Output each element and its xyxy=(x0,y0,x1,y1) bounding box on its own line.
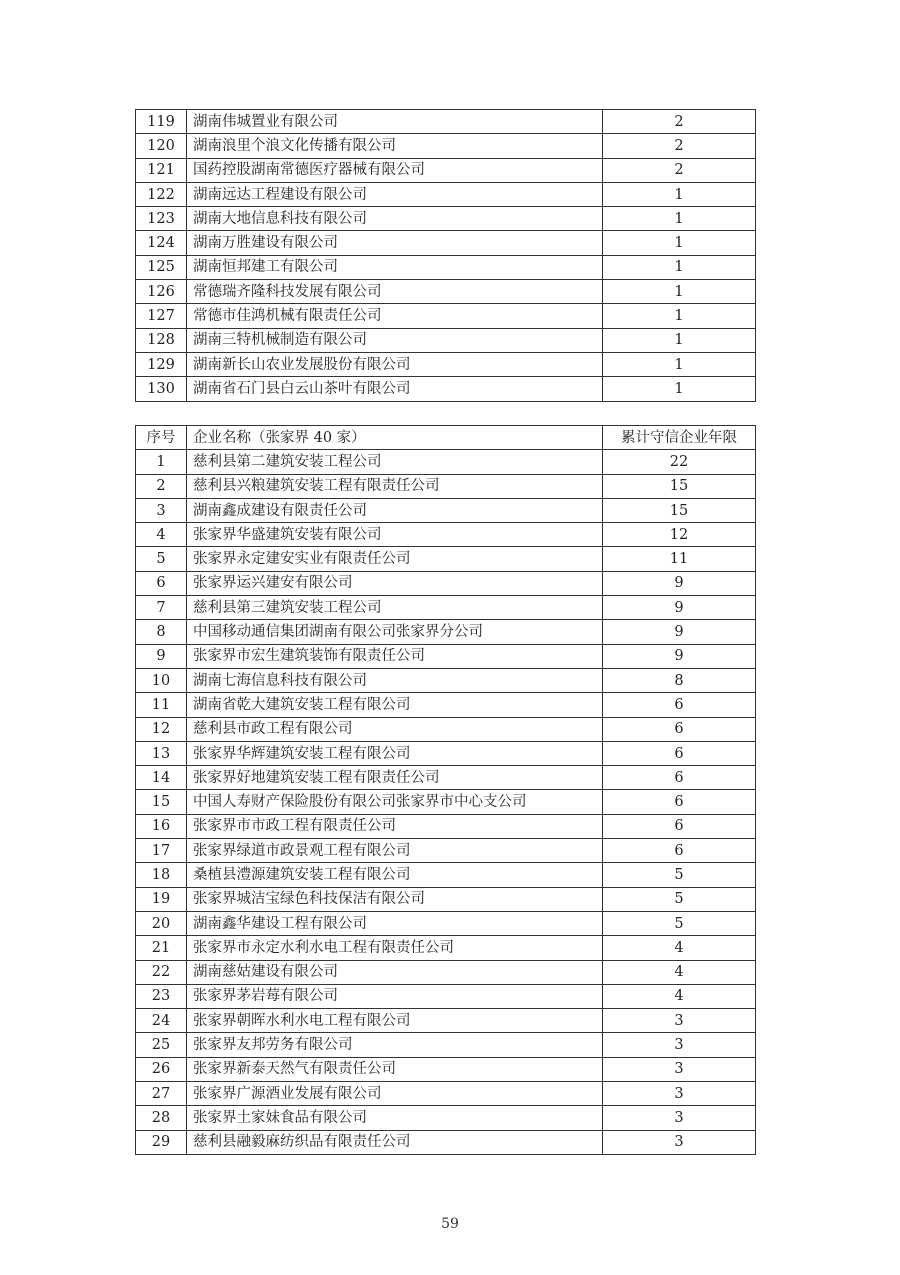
row-index: 4 xyxy=(136,523,187,547)
table-row xyxy=(136,547,756,571)
company-name: 张家界市永定水利水电工程有限责任公司 xyxy=(187,936,603,960)
credit-years: 1 xyxy=(603,182,756,206)
credit-years: 9 xyxy=(603,596,756,620)
credit-table-continued-body xyxy=(136,110,756,402)
table-row xyxy=(136,280,756,304)
credit-table-zhangjiajie-body xyxy=(136,450,756,1155)
company-name: 中国人寿财产保险股份有限公司张家界市中心支公司 xyxy=(187,790,603,814)
table-row xyxy=(136,960,756,984)
credit-years: 9 xyxy=(603,620,756,644)
table-row xyxy=(136,644,756,668)
row-index: 126 xyxy=(136,280,187,304)
company-name: 张家界广源酒业发展有限公司 xyxy=(187,1082,603,1106)
company-name: 湖南鑫成建设有限责任公司 xyxy=(187,498,603,522)
credit-years: 5 xyxy=(603,911,756,935)
credit-years: 3 xyxy=(603,1009,756,1033)
table-row xyxy=(136,1057,756,1081)
credit-years: 6 xyxy=(603,814,756,838)
company-name: 中国移动通信集团湖南有限公司张家界分公司 xyxy=(187,620,603,644)
row-index: 9 xyxy=(136,644,187,668)
header-index: 序号 xyxy=(136,426,187,450)
table-row xyxy=(136,668,756,692)
table-row xyxy=(136,571,756,595)
table-row xyxy=(136,984,756,1008)
company-name: 张家界友邦劳务有限公司 xyxy=(187,1033,603,1057)
company-name: 湖南万胜建设有限公司 xyxy=(187,231,603,255)
company-name: 张家界市宏生建筑装饰有限责任公司 xyxy=(187,644,603,668)
company-name: 张家界运兴建安有限公司 xyxy=(187,571,603,595)
row-index: 18 xyxy=(136,863,187,887)
credit-years: 1 xyxy=(603,207,756,231)
row-index: 125 xyxy=(136,255,187,279)
table-row xyxy=(136,304,756,328)
credit-years: 9 xyxy=(603,644,756,668)
row-index: 22 xyxy=(136,960,187,984)
row-index: 26 xyxy=(136,1057,187,1081)
company-name: 湖南浪里个浪文化传播有限公司 xyxy=(187,134,603,158)
credit-years: 3 xyxy=(603,1057,756,1081)
company-name: 张家界永定建安实业有限责任公司 xyxy=(187,547,603,571)
credit-years: 1 xyxy=(603,255,756,279)
company-name: 张家界茅岩莓有限公司 xyxy=(187,984,603,1008)
header-company-name: 企业名称（张家界 40 家） xyxy=(187,426,603,450)
table-row xyxy=(136,377,756,401)
credit-years: 4 xyxy=(603,936,756,960)
company-name: 湖南省乾大建筑安装工程有限公司 xyxy=(187,693,603,717)
company-name: 湖南大地信息科技有限公司 xyxy=(187,207,603,231)
row-index: 12 xyxy=(136,717,187,741)
row-index: 8 xyxy=(136,620,187,644)
company-name: 慈利县融毅麻纺织品有限责任公司 xyxy=(187,1130,603,1154)
row-index: 27 xyxy=(136,1082,187,1106)
credit-years: 1 xyxy=(603,304,756,328)
company-name: 常德市佳鸿机械有限责任公司 xyxy=(187,304,603,328)
table-row xyxy=(136,814,756,838)
company-name: 慈利县兴粮建筑安装工程有限责任公司 xyxy=(187,474,603,498)
credit-table-zhangjiajie xyxy=(135,425,756,1155)
company-name: 湖南七海信息科技有限公司 xyxy=(187,668,603,692)
company-name: 张家界城洁宝绿色科技保洁有限公司 xyxy=(187,887,603,911)
table-row xyxy=(136,1082,756,1106)
row-index: 5 xyxy=(136,547,187,571)
company-name: 湖南恒邦建工有限公司 xyxy=(187,255,603,279)
row-index: 1 xyxy=(136,450,187,474)
company-name: 湖南伟城置业有限公司 xyxy=(187,110,603,134)
row-index: 122 xyxy=(136,182,187,206)
row-index: 17 xyxy=(136,839,187,863)
credit-years: 2 xyxy=(603,158,756,182)
row-index: 20 xyxy=(136,911,187,935)
credit-years: 1 xyxy=(603,328,756,352)
row-index: 120 xyxy=(136,134,187,158)
company-name: 张家界华辉建筑安装工程有限公司 xyxy=(187,741,603,765)
table-row xyxy=(136,1033,756,1057)
credit-years: 11 xyxy=(603,547,756,571)
row-index: 3 xyxy=(136,498,187,522)
table-row xyxy=(136,936,756,960)
credit-years: 6 xyxy=(603,717,756,741)
row-index: 7 xyxy=(136,596,187,620)
row-index: 6 xyxy=(136,571,187,595)
company-name: 湖南三特机械制造有限公司 xyxy=(187,328,603,352)
credit-years: 3 xyxy=(603,1033,756,1057)
table-row xyxy=(136,620,756,644)
row-index: 10 xyxy=(136,668,187,692)
row-index: 128 xyxy=(136,328,187,352)
company-name: 桑植县澧源建筑安装工程有限公司 xyxy=(187,863,603,887)
credit-years: 15 xyxy=(603,498,756,522)
table-row xyxy=(136,839,756,863)
row-index: 119 xyxy=(136,110,187,134)
table-row xyxy=(136,182,756,206)
table-row xyxy=(136,158,756,182)
company-name: 张家界土家妹食品有限公司 xyxy=(187,1106,603,1130)
row-index: 129 xyxy=(136,352,187,376)
table-row xyxy=(136,328,756,352)
credit-table-continued xyxy=(135,109,756,402)
company-name: 张家界朝晖水利水电工程有限公司 xyxy=(187,1009,603,1033)
row-index: 16 xyxy=(136,814,187,838)
row-index: 23 xyxy=(136,984,187,1008)
company-name: 湖南鑫华建设工程有限公司 xyxy=(187,911,603,935)
company-name: 张家界华盛建筑安装有限公司 xyxy=(187,523,603,547)
credit-years: 3 xyxy=(603,1130,756,1154)
row-index: 2 xyxy=(136,474,187,498)
credit-years: 22 xyxy=(603,450,756,474)
credit-years: 1 xyxy=(603,231,756,255)
table-row xyxy=(136,717,756,741)
credit-years: 3 xyxy=(603,1106,756,1130)
row-index: 24 xyxy=(136,1009,187,1033)
credit-years: 2 xyxy=(603,134,756,158)
row-index: 123 xyxy=(136,207,187,231)
table-row xyxy=(136,207,756,231)
credit-years: 1 xyxy=(603,280,756,304)
company-name: 湖南新长山农业发展股份有限公司 xyxy=(187,352,603,376)
credit-years: 9 xyxy=(603,571,756,595)
table-row xyxy=(136,596,756,620)
credit-years: 6 xyxy=(603,766,756,790)
company-name: 慈利县第二建筑安装工程公司 xyxy=(187,450,603,474)
company-name: 国药控股湖南常德医疗器械有限公司 xyxy=(187,158,603,182)
credit-years: 6 xyxy=(603,790,756,814)
table-row xyxy=(136,110,756,134)
table-row xyxy=(136,498,756,522)
credit-years: 3 xyxy=(603,1082,756,1106)
page-number: 59 xyxy=(441,1216,459,1232)
company-name: 慈利县第三建筑安装工程公司 xyxy=(187,596,603,620)
row-index: 124 xyxy=(136,231,187,255)
credit-years: 1 xyxy=(603,352,756,376)
table-row xyxy=(136,863,756,887)
row-index: 29 xyxy=(136,1130,187,1154)
credit-years: 5 xyxy=(603,863,756,887)
credit-years: 2 xyxy=(603,110,756,134)
credit-years: 15 xyxy=(603,474,756,498)
table-row xyxy=(136,1130,756,1154)
table-row xyxy=(136,790,756,814)
credit-years: 6 xyxy=(603,741,756,765)
table-row xyxy=(136,523,756,547)
table-header-row xyxy=(136,426,756,450)
row-index: 13 xyxy=(136,741,187,765)
credit-years: 5 xyxy=(603,887,756,911)
table-row xyxy=(136,1106,756,1130)
table-row xyxy=(136,255,756,279)
company-name: 湖南慈姑建设有限公司 xyxy=(187,960,603,984)
table-row xyxy=(136,1009,756,1033)
company-name: 湖南远达工程建设有限公司 xyxy=(187,182,603,206)
table-row xyxy=(136,911,756,935)
row-index: 21 xyxy=(136,936,187,960)
credit-years: 1 xyxy=(603,377,756,401)
table-row xyxy=(136,352,756,376)
table-row xyxy=(136,741,756,765)
row-index: 14 xyxy=(136,766,187,790)
row-index: 11 xyxy=(136,693,187,717)
company-name: 张家界好地建筑安装工程有限责任公司 xyxy=(187,766,603,790)
company-name: 张家界市市政工程有限责任公司 xyxy=(187,814,603,838)
company-name: 慈利县市政工程有限公司 xyxy=(187,717,603,741)
table-row xyxy=(136,766,756,790)
credit-years: 4 xyxy=(603,984,756,1008)
header-credit-years: 累计守信企业年限 xyxy=(603,426,756,450)
credit-years: 12 xyxy=(603,523,756,547)
table-row xyxy=(136,474,756,498)
company-name: 湖南省石门县白云山茶叶有限公司 xyxy=(187,377,603,401)
table-row xyxy=(136,887,756,911)
table-row xyxy=(136,450,756,474)
credit-years: 6 xyxy=(603,839,756,863)
table-row xyxy=(136,231,756,255)
credit-years: 8 xyxy=(603,668,756,692)
row-index: 19 xyxy=(136,887,187,911)
table-row xyxy=(136,693,756,717)
company-name: 张家界新泰天然气有限责任公司 xyxy=(187,1057,603,1081)
row-index: 25 xyxy=(136,1033,187,1057)
row-index: 28 xyxy=(136,1106,187,1130)
credit-years: 6 xyxy=(603,693,756,717)
row-index: 121 xyxy=(136,158,187,182)
row-index: 130 xyxy=(136,377,187,401)
row-index: 127 xyxy=(136,304,187,328)
company-name: 常德瑞齐隆科技发展有限公司 xyxy=(187,280,603,304)
table-row xyxy=(136,134,756,158)
company-name: 张家界绿道市政景观工程有限公司 xyxy=(187,839,603,863)
credit-years: 4 xyxy=(603,960,756,984)
row-index: 15 xyxy=(136,790,187,814)
